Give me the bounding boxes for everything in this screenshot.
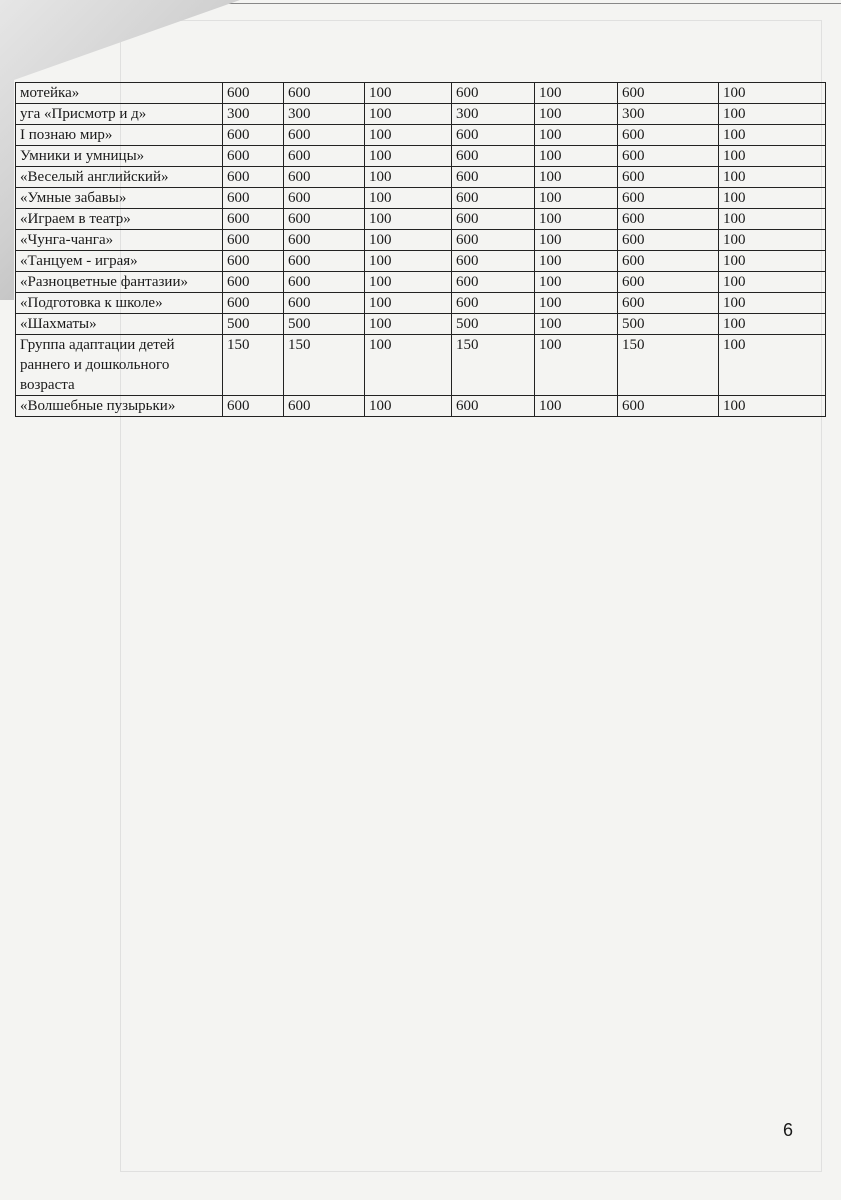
- service-name-cell: «Играем в театр»: [16, 209, 223, 230]
- value-cell: 150: [284, 335, 365, 396]
- value-cell: 600: [618, 125, 719, 146]
- value-cell: 100: [535, 335, 618, 396]
- value-cell: 300: [284, 104, 365, 125]
- value-cell: 600: [452, 167, 535, 188]
- table-row: [16, 396, 826, 417]
- value-cell: 600: [618, 396, 719, 417]
- table-row: [16, 335, 826, 396]
- table-row: [16, 167, 826, 188]
- value-cell: 100: [719, 335, 826, 396]
- value-cell: 600: [223, 209, 284, 230]
- value-cell: 600: [618, 188, 719, 209]
- services-price-table: [15, 82, 826, 417]
- value-cell: 150: [452, 335, 535, 396]
- value-cell: 100: [365, 125, 452, 146]
- value-cell: 100: [535, 104, 618, 125]
- value-cell: 100: [719, 293, 826, 314]
- value-cell: 100: [365, 314, 452, 335]
- value-cell: 100: [365, 209, 452, 230]
- service-name-cell: «Танцуем - играя»: [16, 251, 223, 272]
- table-row: [16, 125, 826, 146]
- value-cell: 600: [223, 146, 284, 167]
- table-row: [16, 209, 826, 230]
- page-number: 6: [783, 1120, 794, 1140]
- value-cell: 600: [452, 230, 535, 251]
- value-cell: 100: [365, 188, 452, 209]
- table-row: [16, 146, 826, 167]
- table-row: [16, 230, 826, 251]
- value-cell: 600: [284, 272, 365, 293]
- value-cell: 100: [535, 251, 618, 272]
- table-row: [16, 272, 826, 293]
- value-cell: 600: [223, 251, 284, 272]
- value-cell: 600: [223, 83, 284, 104]
- value-cell: 300: [618, 104, 719, 125]
- value-cell: 600: [618, 209, 719, 230]
- value-cell: 100: [719, 251, 826, 272]
- value-cell: 100: [719, 83, 826, 104]
- value-cell: 100: [535, 396, 618, 417]
- value-cell: 600: [452, 272, 535, 293]
- value-cell: 100: [365, 293, 452, 314]
- value-cell: 100: [365, 251, 452, 272]
- service-name-cell: «Подготовка к школе»: [16, 293, 223, 314]
- value-cell: 600: [618, 83, 719, 104]
- value-cell: 100: [719, 209, 826, 230]
- value-cell: 100: [365, 167, 452, 188]
- value-cell: 600: [618, 272, 719, 293]
- service-name-cell: «Волшебные пузырьки»: [16, 396, 223, 417]
- value-cell: 600: [284, 251, 365, 272]
- value-cell: 600: [223, 167, 284, 188]
- value-cell: 100: [719, 396, 826, 417]
- value-cell: 100: [365, 272, 452, 293]
- service-name-cell: «Веселый английский»: [16, 167, 223, 188]
- value-cell: 100: [719, 272, 826, 293]
- value-cell: 600: [284, 396, 365, 417]
- value-cell: 150: [223, 335, 284, 396]
- value-cell: 600: [452, 396, 535, 417]
- table-row: [16, 251, 826, 272]
- value-cell: 600: [284, 125, 365, 146]
- value-cell: 100: [365, 146, 452, 167]
- value-cell: 100: [719, 104, 826, 125]
- value-cell: 600: [284, 167, 365, 188]
- value-cell: 100: [535, 209, 618, 230]
- value-cell: 100: [535, 167, 618, 188]
- value-cell: 100: [719, 146, 826, 167]
- service-name-cell: I познаю мир»: [16, 125, 223, 146]
- value-cell: 600: [284, 83, 365, 104]
- table-row: [16, 104, 826, 125]
- value-cell: 600: [618, 251, 719, 272]
- service-name-cell: мотейка»: [16, 83, 223, 104]
- value-cell: 100: [719, 314, 826, 335]
- value-cell: 100: [719, 167, 826, 188]
- value-cell: 100: [535, 125, 618, 146]
- value-cell: 100: [535, 83, 618, 104]
- value-cell: 600: [223, 293, 284, 314]
- value-cell: 600: [223, 272, 284, 293]
- value-cell: 600: [452, 146, 535, 167]
- value-cell: 500: [618, 314, 719, 335]
- value-cell: 500: [223, 314, 284, 335]
- value-cell: 500: [452, 314, 535, 335]
- value-cell: 100: [365, 396, 452, 417]
- value-cell: 600: [618, 293, 719, 314]
- service-name-cell: «Шахматы»: [16, 314, 223, 335]
- value-cell: 100: [535, 188, 618, 209]
- value-cell: 150: [618, 335, 719, 396]
- service-name-cell: «Чунга-чанга»: [16, 230, 223, 251]
- value-cell: 600: [618, 167, 719, 188]
- value-cell: 500: [284, 314, 365, 335]
- table-row: [16, 293, 826, 314]
- value-cell: 100: [365, 230, 452, 251]
- value-cell: 600: [284, 146, 365, 167]
- value-cell: 100: [719, 188, 826, 209]
- value-cell: 600: [284, 209, 365, 230]
- value-cell: 600: [452, 251, 535, 272]
- value-cell: 100: [719, 230, 826, 251]
- value-cell: 600: [452, 209, 535, 230]
- value-cell: 600: [618, 230, 719, 251]
- value-cell: 600: [223, 230, 284, 251]
- value-cell: 600: [452, 293, 535, 314]
- value-cell: 300: [452, 104, 535, 125]
- value-cell: 100: [535, 146, 618, 167]
- service-name-cell: Умники и умницы»: [16, 146, 223, 167]
- value-cell: 100: [719, 125, 826, 146]
- value-cell: 100: [365, 335, 452, 396]
- table-row: [16, 188, 826, 209]
- value-cell: 300: [223, 104, 284, 125]
- table-row: [16, 314, 826, 335]
- value-cell: 100: [535, 272, 618, 293]
- value-cell: 100: [365, 104, 452, 125]
- service-name-cell: уга «Присмотр и д»: [16, 104, 223, 125]
- value-cell: 100: [535, 314, 618, 335]
- value-cell: 600: [223, 188, 284, 209]
- value-cell: 100: [535, 230, 618, 251]
- value-cell: 600: [452, 125, 535, 146]
- value-cell: 600: [223, 396, 284, 417]
- service-name-cell: «Умные забавы»: [16, 188, 223, 209]
- service-name-cell: Группа адаптации детей раннего и дошкольного возраста: [16, 335, 223, 396]
- value-cell: 100: [365, 83, 452, 104]
- value-cell: 100: [535, 293, 618, 314]
- value-cell: 600: [284, 230, 365, 251]
- value-cell: 600: [452, 188, 535, 209]
- value-cell: 600: [284, 293, 365, 314]
- value-cell: 600: [618, 146, 719, 167]
- service-name-cell: «Разноцветные фантазии»: [16, 272, 223, 293]
- value-cell: 600: [223, 125, 284, 146]
- value-cell: 600: [284, 188, 365, 209]
- value-cell: 600: [452, 83, 535, 104]
- table-row: [16, 83, 826, 104]
